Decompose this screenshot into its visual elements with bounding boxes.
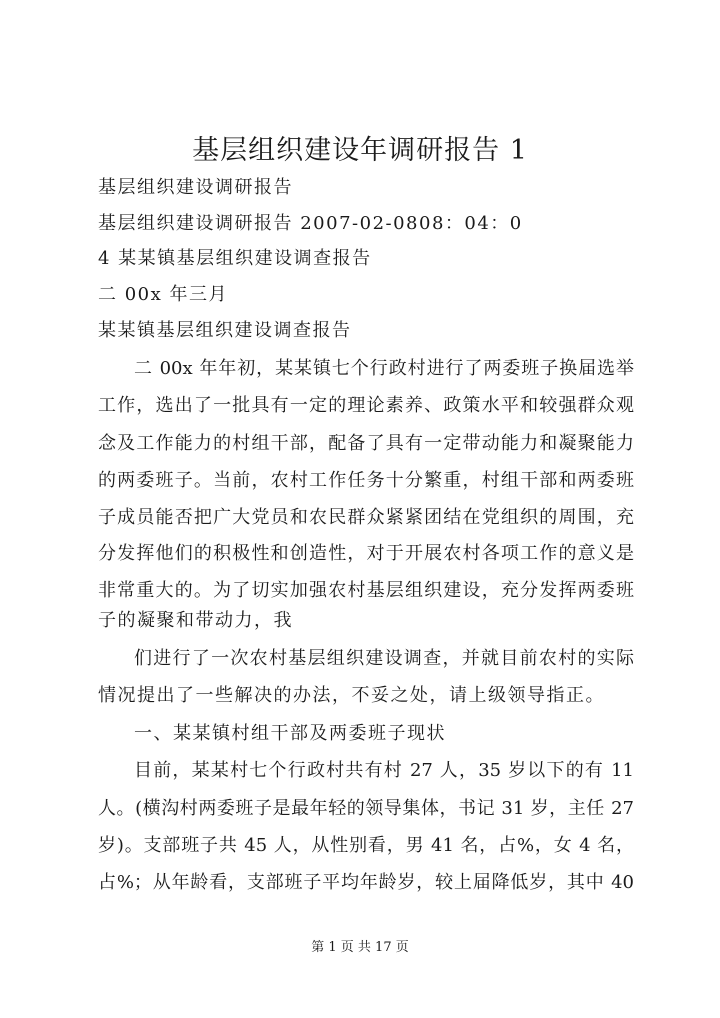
document-title: 基层组织建设年调研报告 1 — [192, 135, 528, 166]
paragraph-line: 二 00x 年年初，某某镇七个行政村进行了两委班子换届选举 — [134, 358, 634, 379]
text-line: 4 某某镇基层组织建设调查报告 — [98, 248, 372, 269]
paragraph-line: 非常重大的。为了切实加强农村基层组织建设，充分发挥两委班 — [98, 580, 634, 601]
paragraph-line: 情况提出了一些解决的办法，不妥之处，请上级领导指正。 — [98, 685, 605, 706]
page-footer: 第 1 页 共 17 页 — [311, 940, 409, 955]
paragraph-line: 分发挥他们的积极性和创造性，对于开展农村各项工作的意义是 — [98, 543, 634, 564]
section-heading: 一、某某镇村组干部及两委班子现状 — [134, 723, 446, 744]
paragraph-line: 子成员能否把广大党员和农民群众紧紧团结在党组织的周围，充 — [98, 507, 634, 528]
text-line: 某某镇基层组织建设调查报告 — [98, 320, 352, 341]
paragraph-line: 子的凝聚和带动力，我 — [98, 610, 293, 631]
paragraph-line: 目前，某某村七个行政村共有村 27 人，35 岁以下的有 11 — [134, 760, 634, 781]
paragraph-line: 人。(横沟村两委班子是最年轻的领导集体，书记 31 岁，主任 27 — [98, 798, 634, 819]
text-line: 基层组织建设调研报告 — [98, 177, 293, 198]
paragraph-line: 的两委班子。当前，农村工作任务十分繁重，村组干部和两委班 — [98, 470, 634, 491]
paragraph-line: 岁)。支部班子共 45 人，从性别看，男 41 名，占%，女 4 名， — [98, 835, 634, 856]
paragraph-line: 们进行了一次农村基层组织建设调查，并就目前农村的实际 — [134, 648, 634, 669]
paragraph-line: 工作，选出了一批具有一定的理论素养、政策水平和较强群众观 — [98, 395, 634, 416]
paragraph-line: 念及工作能力的村组干部，配备了具有一定带动能力和凝聚能力 — [98, 433, 634, 454]
text-line: 基层组织建设调研报告 2007-02-0808：04：0 — [98, 213, 523, 234]
text-line: 二 00x 年三月 — [98, 284, 228, 305]
paragraph-line: 占%；从年龄看，支部班子平均年龄岁，较上届降低岁，其中 40 — [98, 872, 634, 893]
